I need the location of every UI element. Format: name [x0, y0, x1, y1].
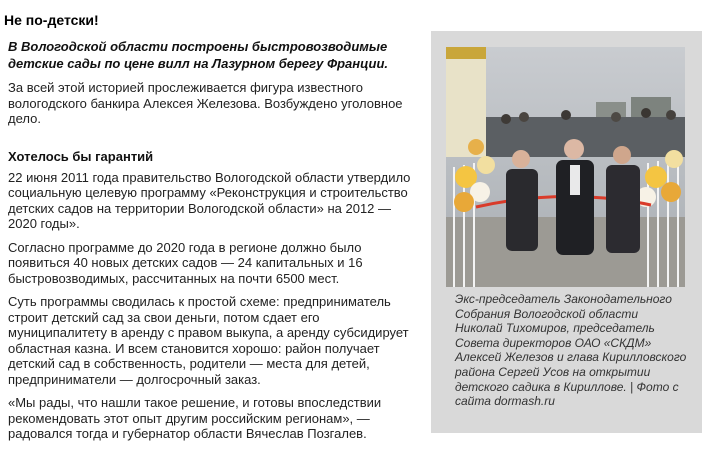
article-paragraph-1: 22 июня 2011 года правительство Вологодской области утвердило социальную целевую программу «Реконструкция и строительство детских садов на территории Вологодской области» на 2012 — 2020 годы».: [8, 169, 411, 231]
article-photo[interactable]: [446, 47, 685, 287]
article-intro: За всей этой историей прослеживается фигура известного вологодского банкира Алексея Железова. Возбуждено уголовное дело.: [8, 80, 403, 126]
article-paragraph-3: Суть программы сводилась к простой схеме: предприниматель строит детский сад за свои деньги, потом сдает его муниципалитету в аренду с правом выкупа, а аренду субсидирует областная казна. И всем становится хорошо: район получает детский сад в собственность, родители — места для детей, предприниматели — долгосрочный заказ.: [8, 294, 409, 387]
section-heading: Хотелось бы гарантий: [8, 148, 154, 164]
photo-figure: [431, 31, 702, 433]
photo-caption: Экс-председатель Законодательного Собрания Вологодской области Николай Тихомиров, председатель Совета директоров ОАО «СКДМ» Алексей Железов и глава Кирилловского района Сергей Усов на открытии детского садика в Кириллове. | Фото с сайта dormash.ru: [455, 292, 687, 409]
article-paragraph-4: «Мы рады, что нашли такое решение, и готовы впоследствии рекомендовать этот опыт другим российским регионам», — радовался тогда и губернатор области Вячеслав Позгалев.: [8, 395, 382, 441]
article-paragraph-2: Согласно программе до 2020 года в регионе должно было появиться 40 новых детских садов — 24 капитальных и 16 быстровозводимых, рассчитанных на почти 6500 мест.: [8, 239, 363, 286]
article-title: Не по-детски!: [4, 12, 99, 28]
article-lead: В Вологодской области построены быстровозводимые детские сады по цене вилл на Лазурном берегу Франции.: [8, 39, 389, 71]
article-body: [8, 38, 418, 450]
